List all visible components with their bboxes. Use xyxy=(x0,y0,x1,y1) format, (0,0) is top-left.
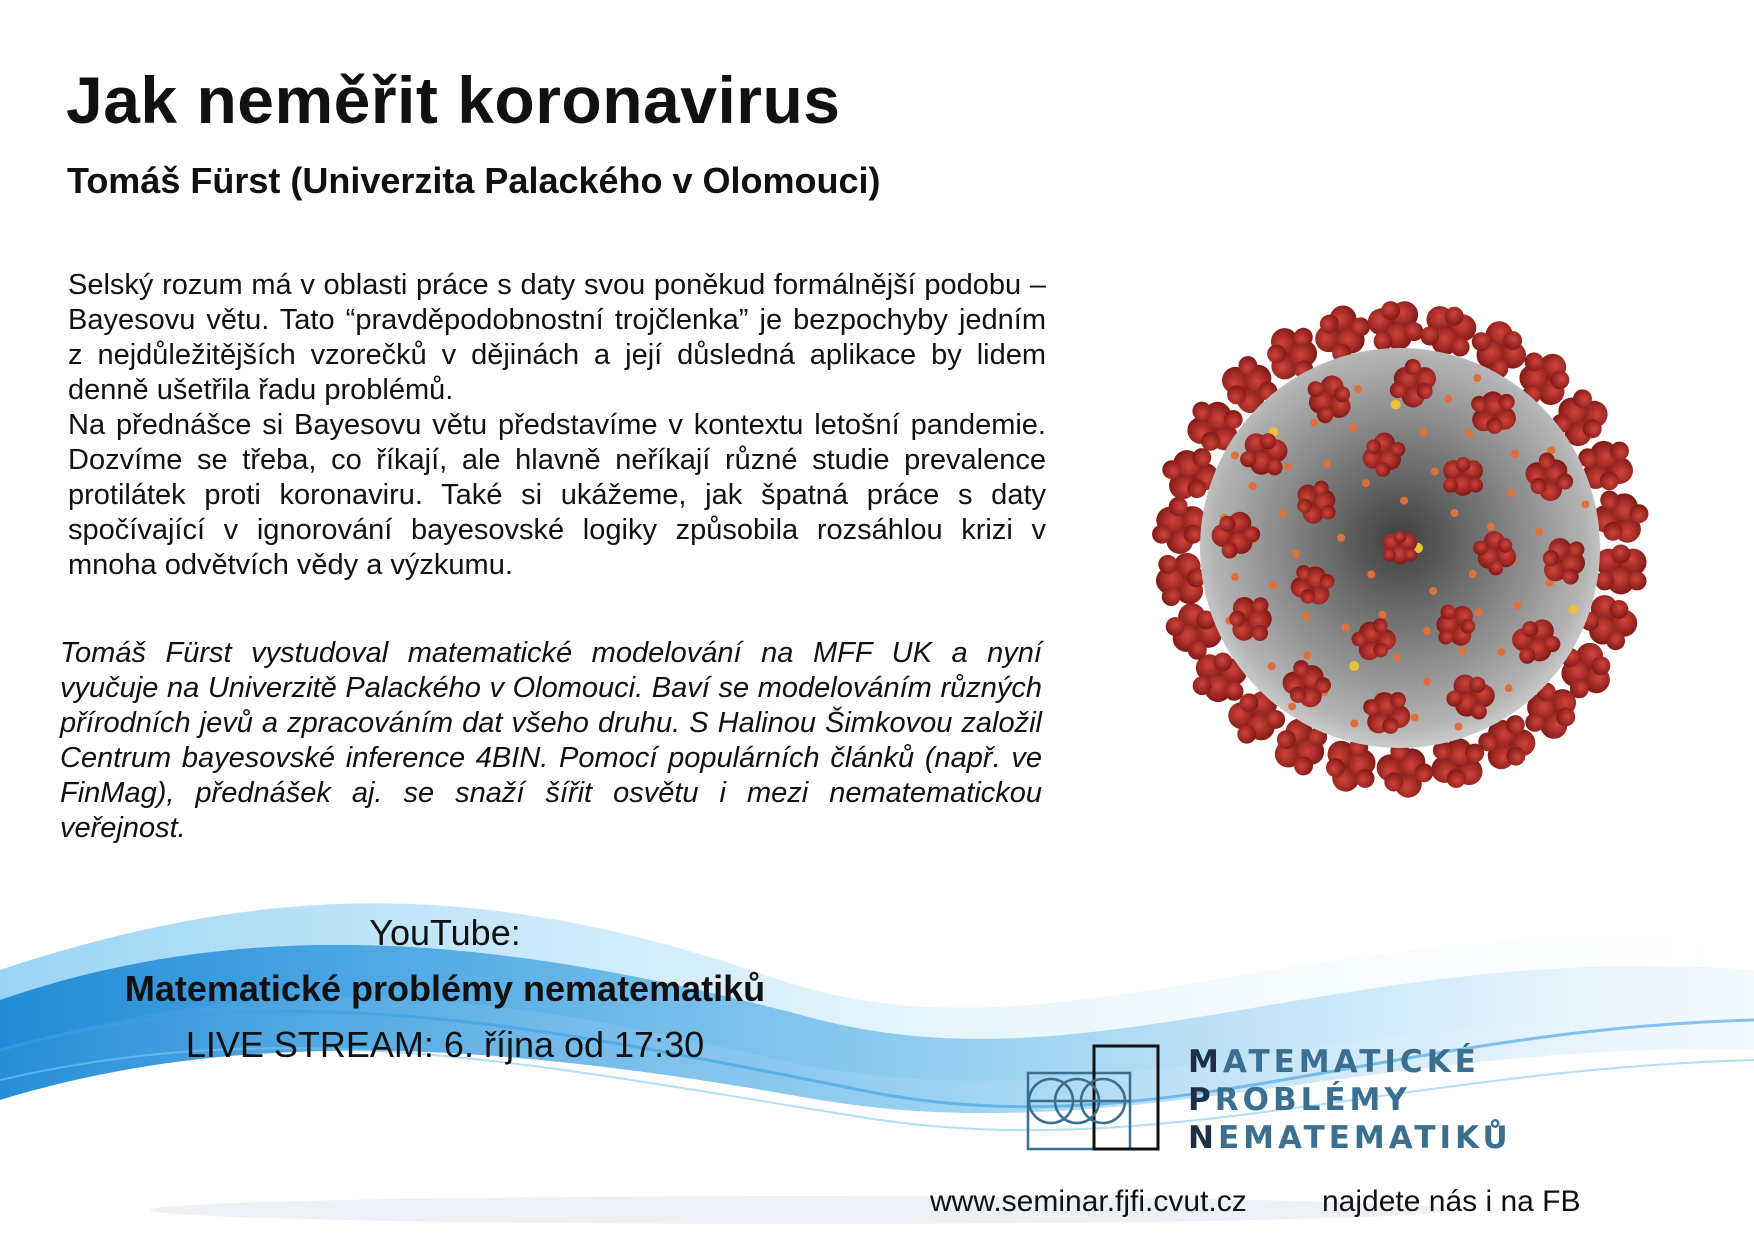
speaker-bio: Tomáš Fürst vystudoval matematické modelování na MFF UK a nyní vyučuje na Univerzitě Palackého v Olomouci. Baví se modelováním různých přírodních jevů a zpracováním dat všeho druhu. S Halinou Šimkovou založil Centrum bayesovské inference 4BIN. Pomocí populárních článků (např. ve FinMag), přednášek aj. se snaží šířit osvětu i mezi nematematickou veřejnost. xyxy=(60,637,1042,844)
surface-dot xyxy=(1513,602,1521,610)
surface-dot xyxy=(1231,573,1239,581)
surface-dot xyxy=(1362,479,1370,487)
facebook-note: najdete nás i na FB xyxy=(1322,1185,1581,1218)
spike-protein xyxy=(1363,294,1427,357)
surface-dot xyxy=(1310,419,1318,427)
abstract xyxy=(68,268,1046,583)
surface-dot xyxy=(1535,528,1543,536)
surface-dot xyxy=(1568,604,1578,614)
surface-dot xyxy=(1465,429,1473,437)
spike-protein xyxy=(1443,457,1483,496)
speaker-name: Tomáš Fürst (Univerzita Palackého v Olomouci) xyxy=(67,160,881,201)
surface-dot xyxy=(1349,424,1357,432)
stream-platform: YouTube: xyxy=(369,912,521,953)
surface-dot xyxy=(1292,550,1300,558)
seminar-logo-icon xyxy=(1025,1043,1163,1153)
logo-line3-initial: N xyxy=(1188,1120,1218,1156)
logo-line1-initial: M xyxy=(1188,1044,1223,1080)
abstract-paragraph-1: Selský rozum má v oblasti práce s daty svou poněkud formálnější podobu – Bayesovu větu. Tato “pravděpodobnostní trojčlenka” je bezpochyby jedním z nejdůležitějších vzorečků v dějinách a její důsledná aplikace by lidem denně ušetřila řadu problémů. xyxy=(68,269,1046,406)
surface-dot xyxy=(1337,534,1345,542)
surface-dot xyxy=(1497,648,1505,656)
surface-dot xyxy=(1269,581,1277,589)
surface-dot xyxy=(1284,463,1292,471)
surface-dot xyxy=(1367,570,1375,578)
surface-dot xyxy=(1268,662,1276,670)
surface-dot xyxy=(1487,523,1495,531)
surface-dot xyxy=(1431,467,1439,475)
spike-protein xyxy=(1153,551,1208,607)
surface-dot xyxy=(1323,460,1331,468)
surface-dot xyxy=(1342,623,1350,631)
surface-dot xyxy=(1378,611,1386,619)
surface-dot xyxy=(1391,400,1401,410)
surface-dot xyxy=(1444,395,1452,403)
surface-dot xyxy=(1423,627,1431,635)
surface-dot xyxy=(1511,450,1519,458)
page-title: Jak neměřit koronavirus xyxy=(66,63,841,137)
surface-dot xyxy=(1473,374,1481,382)
surface-dot xyxy=(1581,500,1589,508)
website-link[interactable]: www.seminar.fjfi.cvut.cz xyxy=(930,1185,1247,1218)
surface-dot xyxy=(1505,684,1513,692)
logo-line2-initial: P xyxy=(1188,1082,1215,1118)
surface-dot xyxy=(1419,428,1427,436)
surface-dot xyxy=(1303,651,1311,659)
surface-dot xyxy=(1231,451,1239,459)
seminar-logo-text xyxy=(1188,1043,1512,1157)
stream-schedule: LIVE STREAM: 6. října od 17:30 xyxy=(185,1024,705,1065)
surface-dot xyxy=(1454,723,1462,731)
coronavirus-image xyxy=(1130,278,1670,818)
surface-dot xyxy=(1278,510,1286,518)
spike-protein xyxy=(1229,597,1272,641)
logo-line3: EMATEMATIKŮ xyxy=(1217,1120,1512,1156)
surface-dot xyxy=(1508,489,1516,497)
surface-dot xyxy=(1411,714,1419,722)
spike-protein xyxy=(1595,545,1646,595)
logo-line2: ROBLÉMY xyxy=(1214,1082,1411,1118)
surface-dot xyxy=(1475,608,1483,616)
stream-channel: Matematické problémy nematematiků xyxy=(124,968,766,1009)
surface-dot xyxy=(1354,385,1362,393)
surface-dot xyxy=(1429,587,1437,595)
logo-line1: ATEMATICKÉ xyxy=(1222,1044,1480,1080)
surface-dot xyxy=(1458,647,1466,655)
abstract-paragraph-2: Na přednášce si Bayesovu větu představíme v kontextu letošní pandemie. Dozvíme se třeba, co říkají, ale hlavně neříkají různé studie prevalence protilátek proti koronaviru. Také si ukážeme, jak špatná práce s daty spočívající v ignorování bayesovské logiky způsobila rozsáhlou krizi v mnoha odvětvích vědy a výzkumu. xyxy=(68,409,1046,581)
surface-dot xyxy=(1469,570,1477,578)
surface-dot xyxy=(1450,509,1458,517)
surface-dot xyxy=(1400,497,1408,505)
surface-dot xyxy=(1393,653,1401,661)
surface-dot xyxy=(1249,482,1257,490)
surface-dot xyxy=(1302,612,1310,620)
surface-dot xyxy=(1350,720,1358,728)
surface-dot xyxy=(1423,678,1431,686)
surface-dot xyxy=(1349,661,1359,671)
spike-protein xyxy=(1383,531,1417,564)
surface-dot xyxy=(1288,703,1296,711)
stream-info xyxy=(100,912,790,1080)
